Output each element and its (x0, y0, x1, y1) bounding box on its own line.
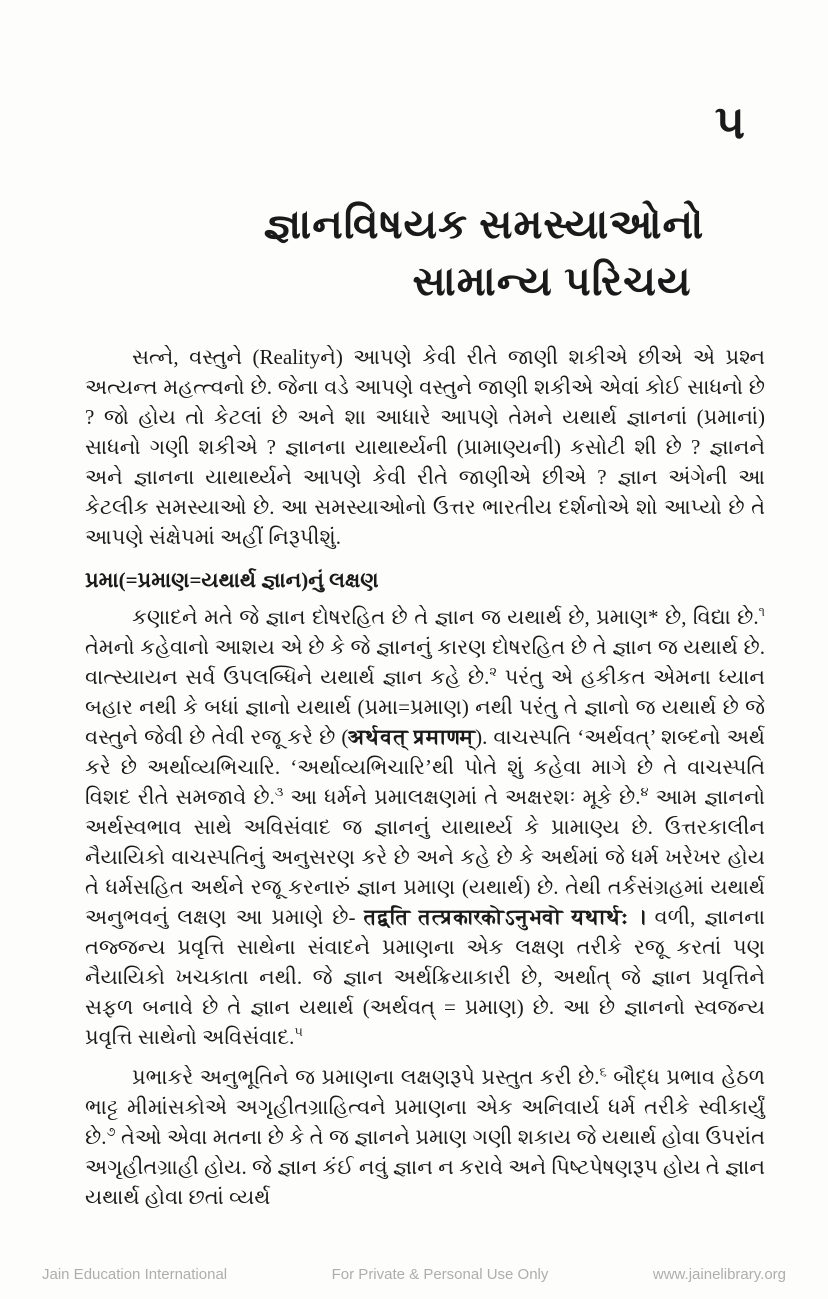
page-number: ૫ (714, 97, 745, 148)
chapter-title (140, 196, 828, 310)
page-footer (0, 1266, 828, 1283)
footer-website: www.jainelibrary.org (652, 1266, 786, 1283)
footer-publisher: Jain Education International (42, 1266, 228, 1283)
paragraph-intro: સત્ને, વસ્તુને (Realityને) આપણે કેવી રીતે જાણી શકીએ છીએ એ પ્રશ્ન અત્યન્ત મહત્ત્વનો છે. જેના વડે આપણે વસ્તુને જાણી શકીએ એવાં કોઈ સાધનો છે ? જો હોય તો કેટલાં છે અને શા આધારે આપણે તેમને યથાર્થ જ્ઞાનનાં (પ્રમાનાં) સાધનો ગણી શકીએ ? જ્ઞાનના યાથાર્થ્યની (પ્રામાણ્યની) કસોટી શી છે ? જ્ઞાનને અને જ્ઞાનના યાથાર્થ્યને આપણે કેવી રીતે જાણીએ છીએ ? જ્ઞાન અંગેની આ કેટલીક સમસ્યાઓ છે. આ સમસ્યાઓનો ઉત્તર ભારતીય દર્શનોએ શો આપ્યો છે તે આપણે સંક્ષેપમાં અહીં નિરૂપીશું. (85, 345, 765, 549)
paragraph-prabhakara-view: પ્રભાકરે અનુભૂતિને જ પ્રમાણના લક્ષણરૂપે પ્રસ્તુત કરી છે.$^૬$ બૌદ્ધ પ્રભાવ હેઠળ ભાટ્ટ મીમાંસકોએ અગૃહીતગ્રાહિત્વને પ્રમાણના એક અનિવાર્ય ધર્મ તરીકે સ્વીકાર્યું છે.$^૭$ તેઓ એવા મતના છે કે તે જ જ્ઞાનને પ્રમાણ ગણી શકાય જે યથાર્થ હોવા ઉપરાંત અગૃહીતગ્રાહી હોય. જે જ્ઞાન કંઈ નવું જ્ઞાન ન કરાવે અને પિષ્ટપેષણરૂપ હોય તે જ્ઞાન યથાર્થ હોવા છતાં વ્યર્થ (85, 1064, 765, 1209)
paragraph-pramana-definition: કણાદને મતે જે જ્ઞાન દોષરહિત છે તે જ્ઞાન જ યથાર્થ છે, પ્રમાણ* છે, વિદ્યા છે.$^૧$ તેમનો કહેવાનો આશય એ છે કે જે જ્ઞાનનું કારણ દોષરહિત છે તે જ્ઞાન જ યથાર્થ છે. વાત્સ્યાયન સર્વ ઉપલબ્ધિને યથાર્થ જ્ઞાન કહે છે.$^૨$ પરંતુ એ હકીકત એમના ધ્યાન બહાર નથી કે બધાં જ્ઞાનો યથાર્થ (પ્રમા=પ્રમાણ) નથી પરંતુ તે જ્ઞાનો જ યથાર્થ છે જે વસ્તુને જેવી છે તેવી રજૂ કરે છે (अर्थवत् प्रमाणम्). વાચસ્પતિ ‘અર્થવત્’ શબ્દનો અર્થ કરે છે અર્થાવ્યભિચારિ. ‘અર્થાવ્યભિચારિ’થી પોતે શું કહેવા માગે છે તે વાચસ્પતિ વિશદ રીતે સમજાવે છે.$^૩$ આ ધર્મને પ્રમાલક્ષણમાં તે અક્ષરશઃ મૂકે છે.$^૪$ આમ જ્ઞાનનો અર્થસ્વભાવ સાથે અવિસંવાદ જ જ્ઞાનનું યાથાર્થ્ય કે પ્રામાણ્ય છે. ઉત્તરકાલીન નૈયાયિકો વાચસ્પતિનું અનુસરણ કરે છે અને કહે છે કે અર્થમાં જે ધર્મ ખરેખર હોય તે ધર્મસહિત અર્થને રજૂ કરનારું જ્ઞાન પ્રમાણ (યથાર્થ) છે. તેથી તર્કસંગ્રહમાં યથાર્થ અનુભવનું લક્ષણ આ પ્રમાણે છે- तद्वति तत्प्रकारकोऽनुभवो यथार्थः । વળી, જ્ઞાનના તજ્જન્ય પ્રવૃત્તિ સાથેના સંવાદને પ્રમાણના એક લક્ષણ તરીકે રજૂ કરતાં પણ નૈયાયિકો ખચકાતા નથી. જે જ્ઞાન અર્થક્રિયાકારી છે, અર્થાત્ જે જ્ઞાન પ્રવૃત્તિને સફળ બનાવે છે તે જ્ઞાન યથાર્થ (અર્થવત્ = પ્રમાણ) છે. આ છે જ્ઞાનનો સ્વજન્ય પ્રવૃત્તિ સાથેનો અવિસંવાદ.$^૫$ (85, 604, 765, 1049)
body-text (85, 342, 765, 1212)
chapter-title-line-1: જ્ઞાનવિષયક સમસ્યાઓનો (263, 201, 705, 247)
section-heading-pramana-lakshana: પ્રમા(=પ્રમાણ=યથાર્થ જ્ઞાન)નું લક્ષણ (85, 568, 379, 592)
chapter-title-line-2: સામાન્ય પરિચય (412, 258, 692, 304)
footer-usage-note: For Private & Personal Use Only (331, 1266, 549, 1283)
